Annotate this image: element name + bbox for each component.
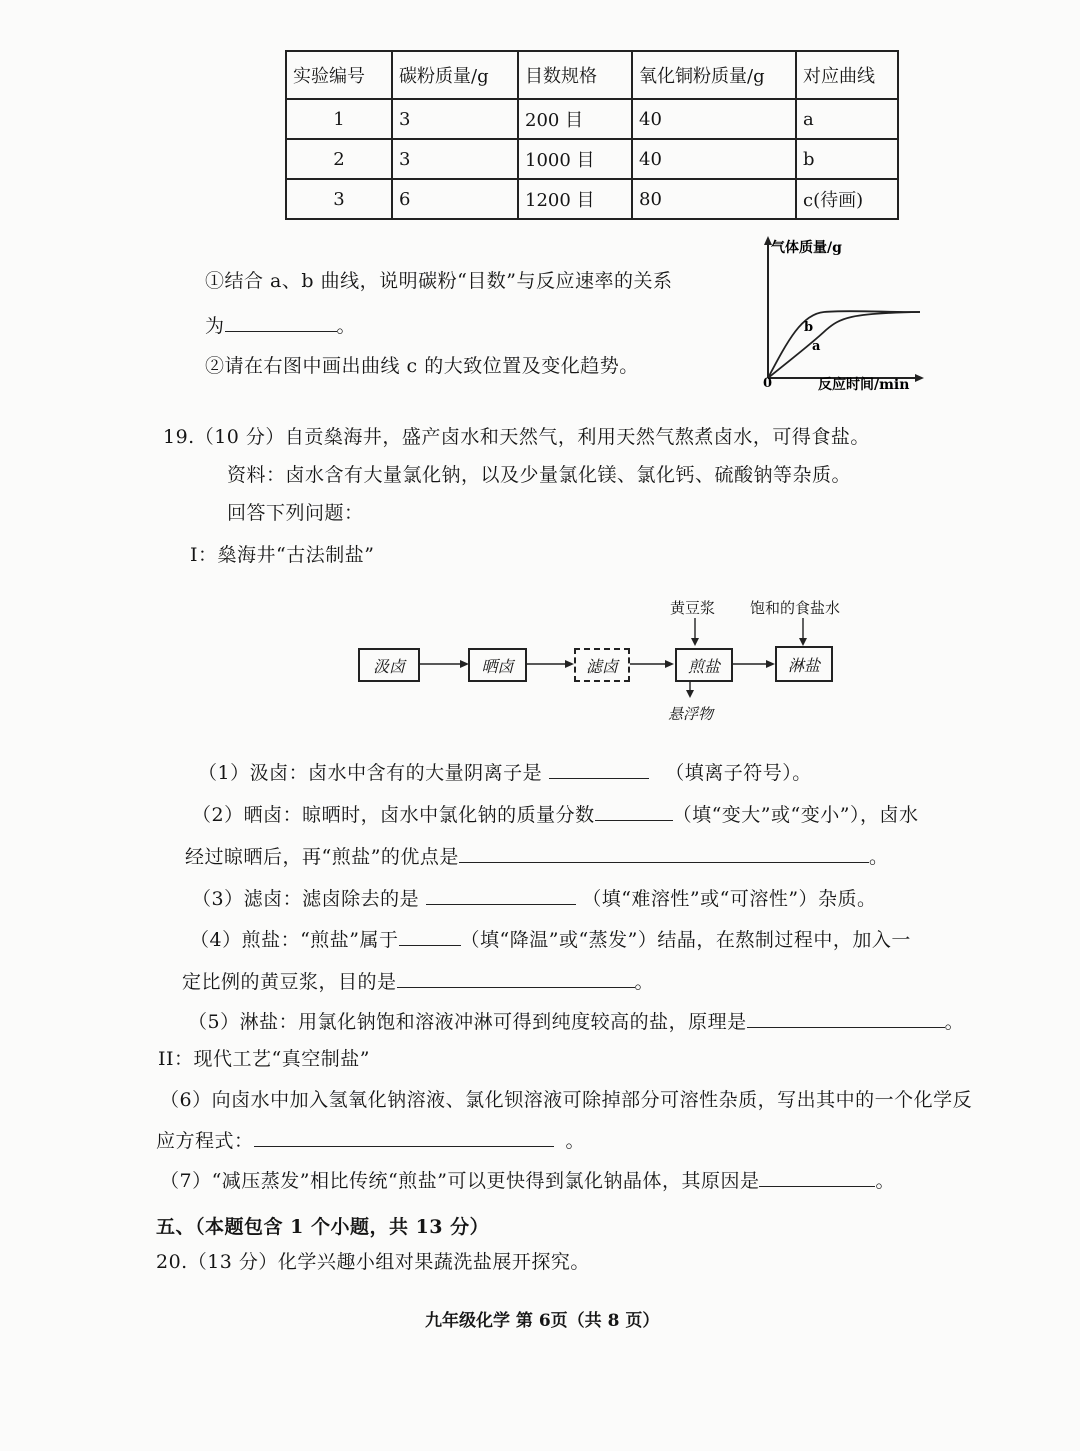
answer-blank[interactable] <box>397 969 635 988</box>
arrow-icon <box>565 660 574 668</box>
flow-input-soy: 黄豆浆 <box>670 599 716 617</box>
table-row <box>286 139 898 179</box>
q19-p7-text: （7）“减压蒸发”相比传统“煎盐”可以更快得到氯化钠晶体，其原因是 <box>160 1170 760 1192</box>
q19-p5-end: 。 <box>944 1011 965 1033</box>
part1-title: I：燊海井“古法制盐” <box>190 544 375 566</box>
table-row <box>286 179 898 219</box>
q19-p3-text: （3）滤卤：滤卤除去的是 <box>192 888 420 910</box>
q19-p5 <box>188 1007 964 1034</box>
q19-p6-text: 应方程式： <box>156 1130 254 1152</box>
q19-p6-line2 <box>156 1126 585 1153</box>
q19-p2-suffix: （填“变大”或“变小”），卤水 <box>672 804 919 826</box>
table-header-cell: 对应曲线 <box>796 51 898 99</box>
q19-p2-end: 。 <box>868 846 889 868</box>
answer-blank[interactable] <box>747 1009 945 1028</box>
q19-instruction: 回答下列问题： <box>227 502 364 524</box>
table-cell: 3 <box>392 139 518 179</box>
curve-a <box>768 312 920 378</box>
q19-p4-text2: 定比例的黄豆浆，目的是 <box>182 971 397 993</box>
answer-blank[interactable] <box>459 844 869 863</box>
q19-p4-text: （4）煎盐：“煎盐”属于 <box>190 929 399 951</box>
q19-p4-line1 <box>190 925 911 952</box>
page-footer: 九年级化学 第 6页（共 8 页） <box>425 1311 660 1331</box>
q19-p3 <box>192 884 877 911</box>
flow-step-3: 滤卤 <box>574 648 630 682</box>
table-cell: c(待画) <box>796 179 898 219</box>
q18-sub1-prefix: 为 <box>205 315 225 337</box>
answer-blank[interactable] <box>759 1168 875 1187</box>
table-cell: 1 <box>286 99 392 139</box>
answer-blank[interactable] <box>595 802 673 821</box>
flow-step-2: 晒卤 <box>468 648 527 682</box>
reaction-graph <box>740 230 930 395</box>
arrow-icon <box>686 690 694 698</box>
flow-step-4: 煎盐 <box>675 648 733 682</box>
part2-title: II：现代工艺“真空制盐” <box>158 1048 370 1070</box>
q19-p4-line2 <box>182 967 654 994</box>
curve-a-label: a <box>812 339 821 354</box>
flow-step-1: 汲卤 <box>358 648 420 682</box>
q19-p5-text: （5）淋盐：用氯化钠饱和溶液冲淋可得到纯度较高的盐，原理是 <box>188 1011 747 1033</box>
table-header-cell: 目数规格 <box>518 51 632 99</box>
table-cell: b <box>796 139 898 179</box>
flow-step-5: 淋盐 <box>775 646 833 682</box>
arrow-icon <box>665 660 674 668</box>
arrow-icon <box>799 638 807 646</box>
q19-p2-text2: 经过晾晒后，再“煎盐”的优点是 <box>185 846 459 868</box>
table-cell: 80 <box>632 179 796 219</box>
q18-sub2: ②请在右图中画出曲线 c 的大致位置及变化趋势。 <box>205 355 639 377</box>
table-header-row <box>286 51 898 99</box>
table-header-cell: 氧化铜粉质量/g <box>632 51 796 99</box>
table-cell: 2 <box>286 139 392 179</box>
curve-b-label: b <box>804 320 814 335</box>
experiment-table <box>285 50 899 220</box>
answer-blank[interactable] <box>254 1128 554 1147</box>
q19-p1 <box>198 758 812 785</box>
q19-material: 资料：卤水含有大量氯化钠，以及少量氯化镁、氯化钙、硫酸钠等杂质。 <box>227 464 852 486</box>
table-cell: 3 <box>392 99 518 139</box>
graph-ylabel: 气体质量/g <box>771 240 842 256</box>
table-cell: 3 <box>286 179 392 219</box>
table-cell: 200 目 <box>518 99 632 139</box>
table-header-cell: 实验编号 <box>286 51 392 99</box>
q19-p2-line2 <box>185 842 888 869</box>
q18-sub1-line1: ①结合 a、b 曲线，说明碳粉“目数”与反应速率的关系 <box>205 270 673 292</box>
q19-p3-suffix: （填“难溶性”或“可溶性”）杂质。 <box>582 888 877 910</box>
q18-sub1-suffix: 。 <box>336 315 357 337</box>
answer-blank[interactable] <box>549 760 649 779</box>
x-axis-arrow-icon <box>915 374 924 382</box>
q19-p1-suffix: （填离子符号）。 <box>665 762 812 784</box>
q19-p4-suffix: （填“降温”或“蒸发”）结晶，在熬制过程中，加入一 <box>460 929 911 951</box>
table-cell: 1000 目 <box>518 139 632 179</box>
q19-p6-line1: （6）向卤水中加入氢氧化钠溶液、氯化钡溶液可除掉部分可溶性杂质，写出其中的一个化学反 <box>160 1089 973 1111</box>
q19-title: 19.（10 分）自贡燊海井，盛产卤水和天然气，利用天然气熬煮卤水，可得食盐。 <box>163 426 870 448</box>
table-cell: 6 <box>392 179 518 219</box>
q19-p4-end: 。 <box>634 971 655 993</box>
table-cell: 40 <box>632 99 796 139</box>
q19-p6-end: 。 <box>565 1130 586 1152</box>
q18-sub1-line2 <box>205 311 356 338</box>
table-cell: 1200 目 <box>518 179 632 219</box>
table-cell: 40 <box>632 139 796 179</box>
q20-title: 20.（13 分）化学兴趣小组对果蔬洗盐展开探究。 <box>156 1251 590 1273</box>
answer-blank[interactable] <box>225 313 337 332</box>
arrow-icon <box>691 638 699 646</box>
flow-output: 悬浮物 <box>668 705 714 723</box>
q19-p7 <box>160 1166 895 1193</box>
arrow-icon <box>766 660 775 668</box>
answer-blank[interactable] <box>399 927 461 946</box>
q19-p7-end: 。 <box>875 1170 895 1192</box>
flow-input-brine: 饱和的食盐水 <box>750 599 841 617</box>
q19-p2-line1 <box>192 800 918 827</box>
curve-b <box>768 311 920 378</box>
table-row <box>286 99 898 139</box>
table-header-cell: 碳粉质量/g <box>392 51 518 99</box>
section5-title: 五、（本题包含 1 个小题，共 13 分） <box>156 1216 490 1238</box>
answer-blank[interactable] <box>426 886 576 905</box>
graph-xlabel: 反应时间/min <box>818 377 910 393</box>
table-cell: a <box>796 99 898 139</box>
q19-p2-text: （2）晒卤：晾晒时，卤水中氯化钠的质量分数 <box>192 804 595 826</box>
q19-p1-text: （1）汲卤：卤水中含有的大量阴离子是 <box>198 762 543 784</box>
graph-origin: 0 <box>763 376 773 391</box>
